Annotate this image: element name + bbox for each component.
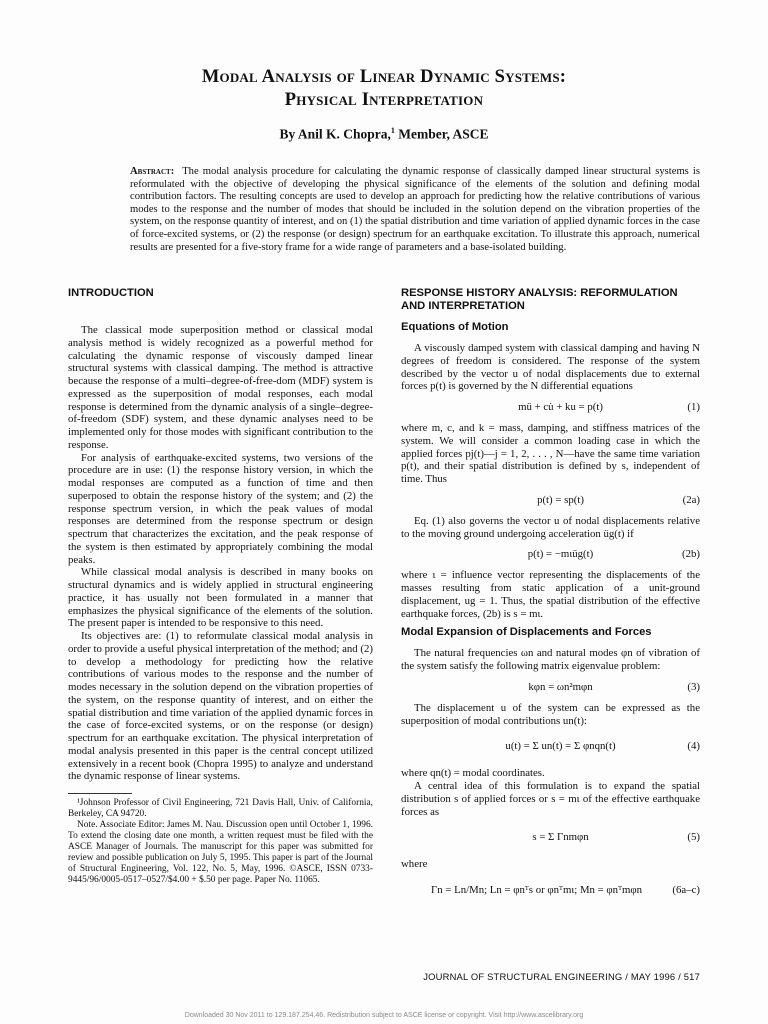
equation-expression: s = Σ Γnmφn bbox=[532, 831, 589, 844]
equation-number: (5) bbox=[687, 831, 700, 844]
intro-paragraph-1: The classical mode superposition method or classical modal analysis method is widely recognized as a powerful method for calculating the dynamic response of viscously damped linear structural systems with classical damping. The method is attractive because the response of a multi–degree-of-free-dom (MDF) system is expressed as the superposition of modal responses, each modal response is determined from the dynamic analysis of a single–degree-of-freedom (SDF) system, and these dynamic analyses need to be implemented only for those modes with significant contribution to the response. bbox=[68, 324, 373, 451]
abstract-text: The modal analysis procedure for calculating the dynamic response of classically damped linear structural systems is reformulated with the objective of developing the physical significance of the elements of the solution and defining modal contribution factors. The resulting concepts are used to develop an approach for predicting how the relative contributions of various modes to the response and the number of modes that should be included in the solution depend on the vibration properties of the system, on the response quantity of interest, and on (1) the spatial distribution and time variation of applied dynamic forces in the case of force-excited systems, or (2) the response (or design) spectrum for an earthquake excitation. To illustrate this approach, numerical results are presented for a five-story frame for a wide range of parameters and a base-isolated building. bbox=[130, 166, 700, 253]
equation-expression: u(t) = Σ un(t) = Σ φnqn(t) bbox=[505, 740, 616, 753]
footnote-affiliation: ¹Johnson Professor of Civil Engineering, 721 Davis Hall, Univ. of California, Berkeley, CA 94720. bbox=[68, 798, 373, 819]
equation-expression: p(t) = sp(t) bbox=[537, 493, 584, 506]
subsection-heading-equations-of-motion: Equations of Motion bbox=[401, 321, 509, 333]
equation-number: (6a–c) bbox=[672, 884, 700, 896]
paper-title-line-1: Modal Analysis of Linear Dynamic Systems: bbox=[201, 67, 567, 87]
title-block bbox=[80, 66, 688, 143]
footnote-editorial-note: Note. Associate Editor: James M. Nau. Discussion open until October 1, 1996. To extend the closing date one month, a written request must be filed with the ASCE Manager of Journals. The manuscript for this paper was submitted for review and possible publication on July 5, 1995. This paper is part of the Journal of Structural Engineering, Vol. 122, No. 5, May, 1996. ©ASCE, ISSN 0733-9445/96/0005-0517–0527/$4.00 + $.50 per page. Paper No. 11065. bbox=[68, 820, 373, 885]
equation-5 bbox=[401, 828, 700, 846]
intro-paragraph-3: While classical modal analysis is described in many books on structural dynamics and is widely applied in structural engineering practice, it has usually not been formulated in a manner that emphasizes the physical significance of the elements of the solution. The present paper is intended to be responsive to this need. bbox=[68, 566, 373, 630]
right-column bbox=[401, 287, 700, 911]
equation-number: (3) bbox=[687, 680, 700, 693]
footnote-divider bbox=[68, 793, 132, 794]
download-notice: Downloaded 30 Nov 2011 to 129.187.254.46. Redistribution subject to ASCE license or copyright. Visit http://www.ascelibrary.org bbox=[184, 1012, 584, 1019]
equation-expression: kφn = ωn²mφn bbox=[528, 680, 593, 693]
left-column bbox=[68, 287, 373, 886]
body-paragraph: The natural frequencies ωn and natural modes φn of vibration of the system satisfy the following matrix eigenvalue problem: bbox=[401, 647, 700, 672]
author-membership: Member, ASCE bbox=[394, 126, 489, 142]
body-paragraph: A viscously damped system with classical damping and having N degrees of freedom is considered. The response of the system described by the vector u of nodal displacements due to external forces p(t) is governed by the N differential equations bbox=[401, 342, 700, 393]
equation-expression: p(t) = −mιüg(t) bbox=[527, 548, 594, 561]
body-paragraph: A central idea of this formulation is to expand the spatial distribution s of applied forces or s = mι of the effective earthquake forces as bbox=[401, 780, 700, 818]
abstract bbox=[130, 166, 700, 254]
body-paragraph: Eq. (1) also governs the vector u of nodal displacements relative to the moving ground undergoing acceleration üg(t) if bbox=[401, 514, 700, 540]
author-footnote-mark: 1 bbox=[390, 126, 395, 135]
body-paragraph: where bbox=[401, 858, 428, 871]
equation-4 bbox=[401, 737, 700, 755]
equation-number: (2b) bbox=[682, 548, 700, 561]
author-byline bbox=[80, 126, 688, 143]
intro-paragraph-2: For analysis of earthquake-excited systems, two versions of the procedure are in use: (1) the response history version, in which the modal responses are computed as a function of time and then superposed to obtain the response history of the system; and (2) the response spectrum version, in which the peak values of modal responses are determined from the response spectrum or design spectrum that characterizes the excitation, and the peak response of the system is then estimated by appropriately combining the modal peaks. bbox=[68, 451, 373, 566]
intro-paragraph-4: Its objectives are: (1) to reformulate classical modal analysis in order to provide a useful physical interpretation of the method; and (2) to develop a methodology for predicting how the relative contributions of various modes to the response and the number of modes necessary in the solution depend on the vibration properties of the system, on the response quantity of interest, and on either the spatial distribution and time variation of the applied dynamic forces in the case of force-excited systems, or on the response (or design) spectrum for an earthquake excitation. The physical interpretation of modal analysis presented in this paper is the central concept utilized extensively in a recent book (Chopra 1995) to analyze and understand the dynamic response of linear systems. bbox=[68, 630, 373, 783]
equation-2b bbox=[401, 546, 700, 562]
journal-footer: JOURNAL OF STRUCTURAL ENGINEERING / MAY 1996 / 517 bbox=[423, 971, 700, 982]
body-paragraph: where qn(t) = modal coordinates. bbox=[401, 767, 545, 780]
equation-number: (1) bbox=[687, 401, 700, 413]
footnotes bbox=[68, 798, 373, 886]
equation-number: (2a) bbox=[682, 493, 700, 506]
equation-1 bbox=[401, 399, 700, 415]
author-name: By Anil K. Chopra, bbox=[279, 126, 391, 142]
equation-2a bbox=[401, 492, 700, 508]
subsection-heading-modal-expansion: Modal Expansion of Displacements and Forces bbox=[401, 626, 652, 639]
equation-number: (4) bbox=[687, 740, 700, 753]
section-heading-response-history: RESPONSE HISTORY ANALYSIS: REFORMULATION AND INTERPRETATION bbox=[401, 287, 678, 312]
equation-expression: Γn = Ln/Mn; Ln = φnᵀs or φnᵀmι; Mn = φnᵀmφn bbox=[430, 884, 643, 896]
body-paragraph: The displacement u of the system can be expressed as the superposition of modal contributions un(t): bbox=[401, 701, 700, 727]
equation-6 bbox=[401, 881, 700, 899]
paper-title-line-2: Physical Interpretation bbox=[284, 90, 484, 110]
abstract-label: Abstract: bbox=[130, 166, 175, 177]
section-heading-introduction: INTRODUCTION bbox=[68, 287, 154, 299]
body-paragraph: where m, c, and k = mass, damping, and stiffness matrices of the system. We will consider a common loading case in which the applied forces pj(t)—j = 1, 2, . . . , N—have the same time variation p(t), and their spatial distribution is defined by s, independent of time. Thus bbox=[401, 422, 700, 485]
body-paragraph: where ι = influence vector representing the displacements of the masses resulting from static application of a unit-ground displacement, ug = 1. Thus, the spatial distribution of the effective earthquake forces, (2b) is s = mι. bbox=[401, 569, 700, 620]
equation-expression: mü + cu̇ + ku = p(t) bbox=[518, 401, 603, 413]
equation-3 bbox=[401, 679, 700, 695]
